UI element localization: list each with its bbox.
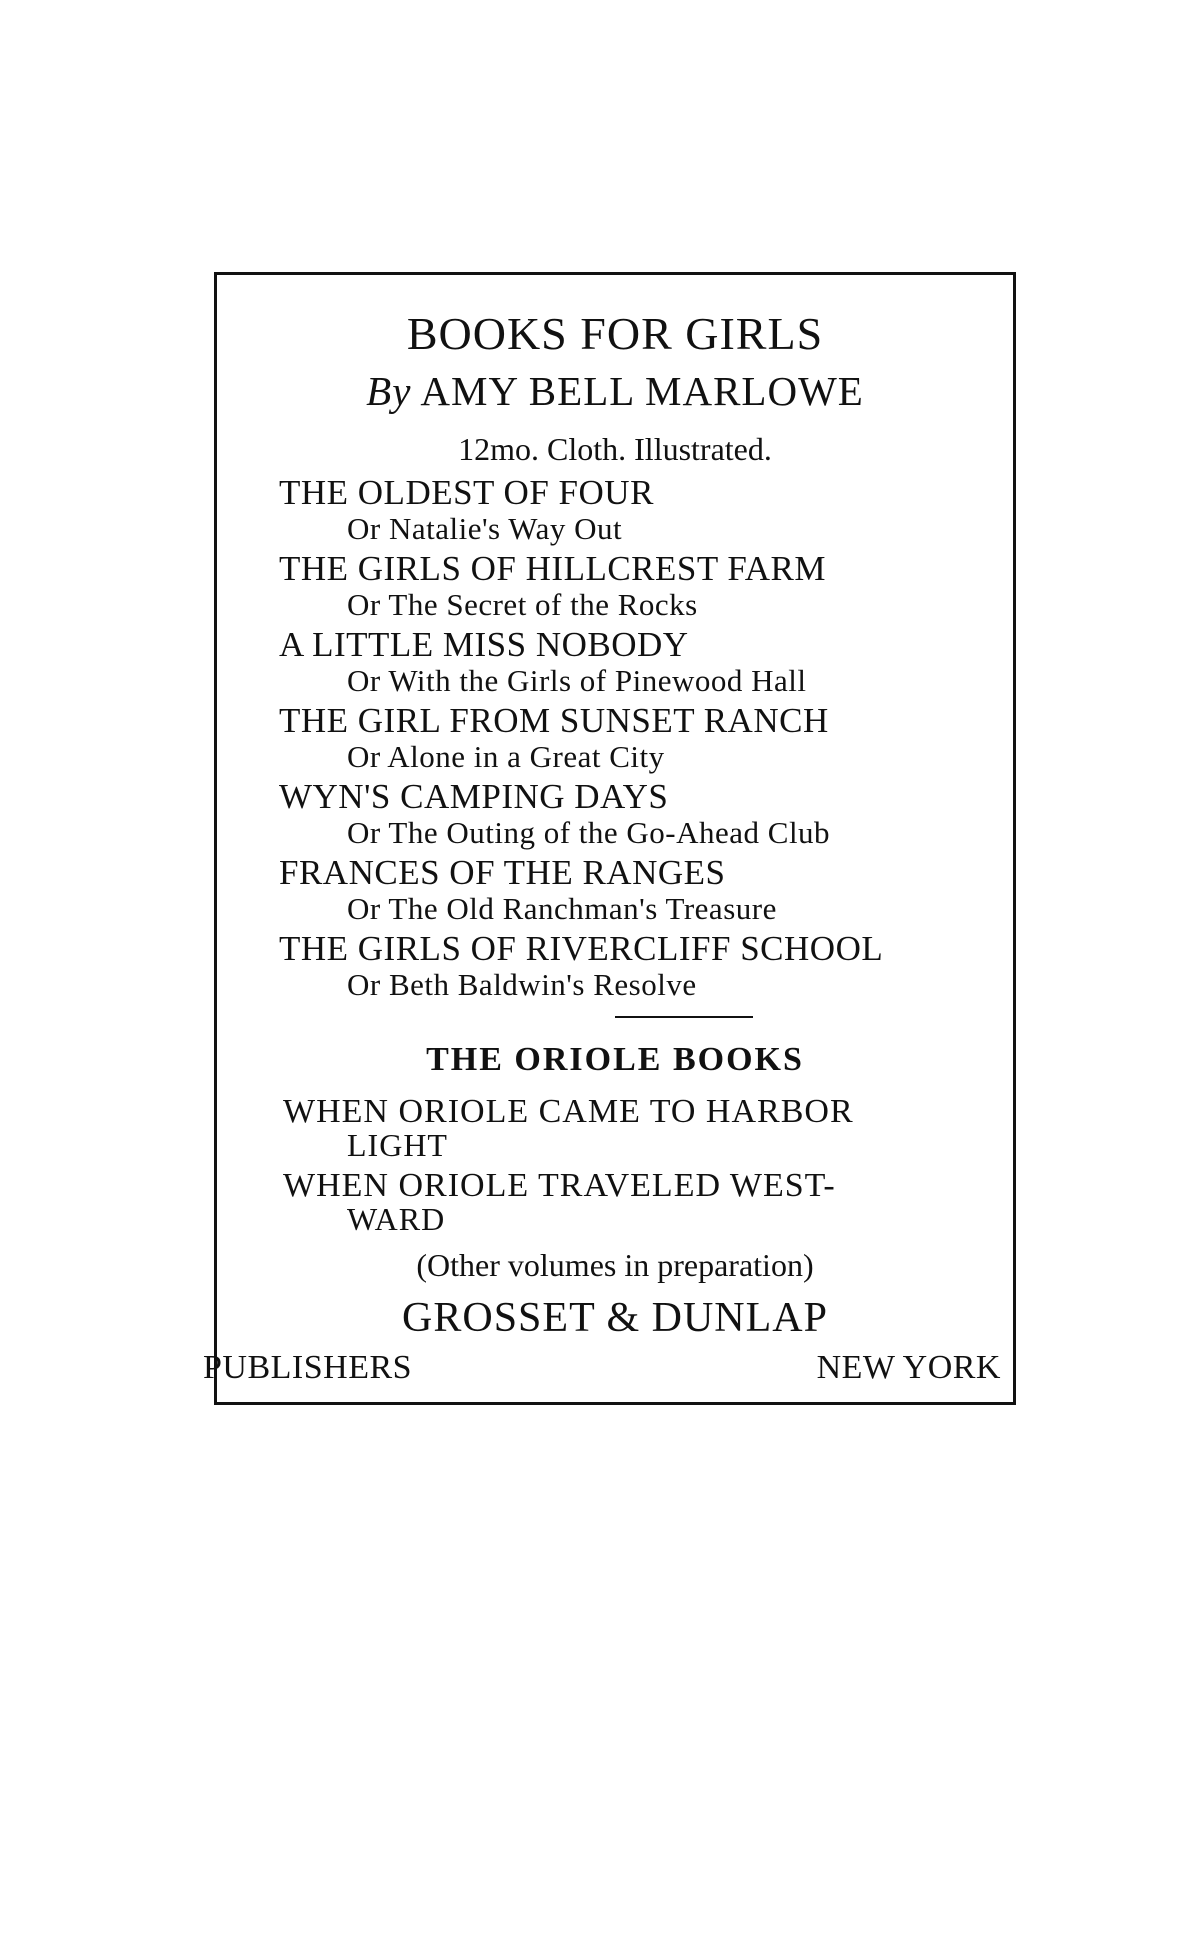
book-subtitle: Or With the Girls of Pinewood Hall	[347, 663, 807, 698]
book-title: THE GIRLS OF HILLCREST FARM	[279, 549, 826, 588]
book-subtitle: Or The Outing of the Go-Ahead Club	[347, 815, 831, 850]
book-subtitle: Or Beth Baldwin's Resolve	[347, 967, 697, 1002]
book-subtitle: Or The Secret of the Rocks	[347, 587, 698, 622]
book-subtitle: Or The Old Ranchman's Treasure	[347, 891, 777, 926]
book-title: THE GIRL FROM SUNSET RANCH	[279, 701, 829, 740]
book-specs: 12mo. Cloth. Illustrated.	[458, 431, 772, 467]
series-title: BOOKS FOR GIRLS	[406, 308, 824, 359]
oriole-book-title-cont: LIGHT	[347, 1127, 448, 1163]
by-label: By	[366, 368, 412, 414]
section-divider	[615, 1016, 753, 1018]
book-title: THE GIRLS OF RIVERCLIFF SCHOOL	[279, 929, 884, 968]
book-title: THE OLDEST OF FOUR	[279, 473, 654, 512]
publisher-city: NEW YORK	[816, 1349, 1001, 1386]
oriole-book-title: WHEN ORIOLE CAME TO HARBOR	[283, 1093, 854, 1130]
book-subtitle: Or Alone in a Great City	[347, 739, 665, 774]
book-title: A LITTLE MISS NOBODY	[279, 625, 689, 664]
publisher-name: GROSSET & DUNLAP	[402, 1295, 828, 1341]
publishers-label: PUBLISHERS	[203, 1349, 413, 1386]
book-title: FRANCES OF THE RANGES	[279, 853, 726, 892]
preparation-note: (Other volumes in preparation)	[416, 1247, 814, 1283]
author-name: AMY BELL MARLOWE	[420, 368, 864, 414]
advertisement-box	[203, 272, 1016, 1405]
book-title: WYN'S CAMPING DAYS	[279, 777, 669, 816]
oriole-book-title: WHEN ORIOLE TRAVELED WEST-	[283, 1167, 836, 1204]
book-subtitle: Or Natalie's Way Out	[347, 511, 623, 546]
author-line	[217, 368, 1013, 414]
oriole-heading: THE ORIOLE BOOKS	[426, 1041, 804, 1078]
oriole-book-title-cont: WARD	[347, 1201, 446, 1237]
